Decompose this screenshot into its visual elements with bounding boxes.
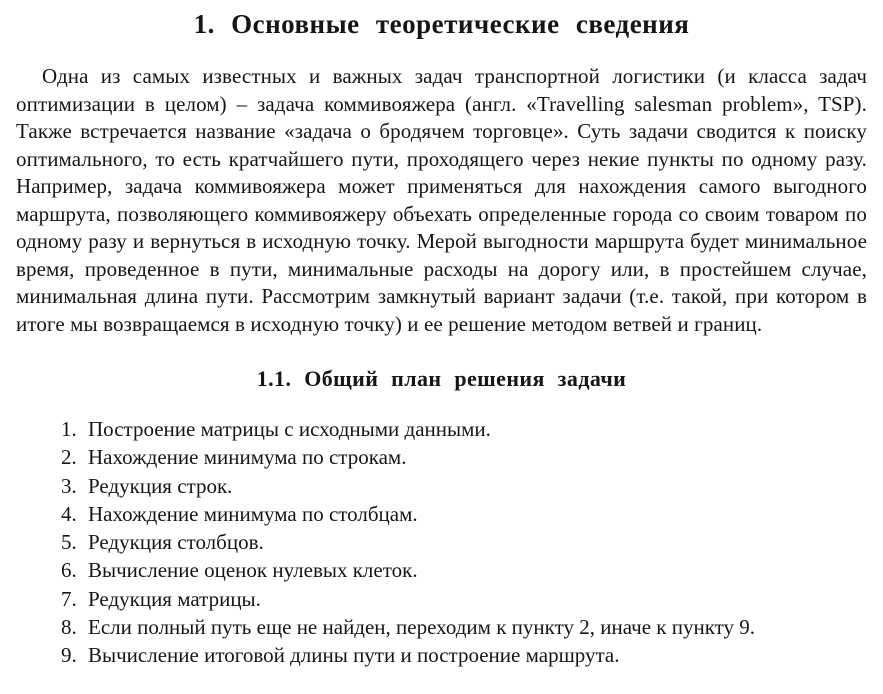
solution-steps-list [16,418,867,666]
step-item-3: Редукция строк. [88,473,233,498]
step-item-5: Редукция столбцов. [88,530,264,555]
subsection-heading: 1.1. Общий план решения задачи [256,366,627,391]
step-item-8: Если полный путь еще не найден, переходим к пункту 2, иначе к пункту 9. [88,615,756,640]
section-heading: 1. Основные теоретические сведения [193,9,690,39]
step-item-4: Нахождение минимума по столбцам. [88,501,418,526]
step-item-7: Редукция матрицы. [88,586,261,611]
step-item-6: Вычисление оценок нулевых клеток. [88,558,418,583]
step-item-9: Вычисление итоговой длины пути и построение маршрута. [88,643,620,668]
step-item-2: Нахождение минимума по строкам. [88,445,407,470]
step-item-1: Построение матрицы с исходными данными. [88,417,491,441]
intro-paragraph: Одна из самых известных и важных задач транспортной логистики (и класса задач оптимизации в целом) – задача коммивояжера (англ. «Travelling salesman problem», TSP). Также встречается название «задача о бродячем торговце». Суть задачи сводится к поиску оптимального, то есть кратчайшего пути, проходящего через некие пункты по одному разу. Например, задача коммивояжера может применяться для нахождения самого выгодного маршрута, позволяющего коммивояжеру объехать определенные города со своим товаром по одному разу и вернуться в исходную точку. Мерой выгодности маршрута будет минимальное время, проведенное в пути, минимальные расходы на дорогу или, в простейшем случае, минимальная длина пути. Рассмотрим замкнутый вариант задачи (т.е. такой, при котором в итоге мы возвращаемся в исходную точку) и ее решение методом ветвей и границ. [16,64,867,336]
